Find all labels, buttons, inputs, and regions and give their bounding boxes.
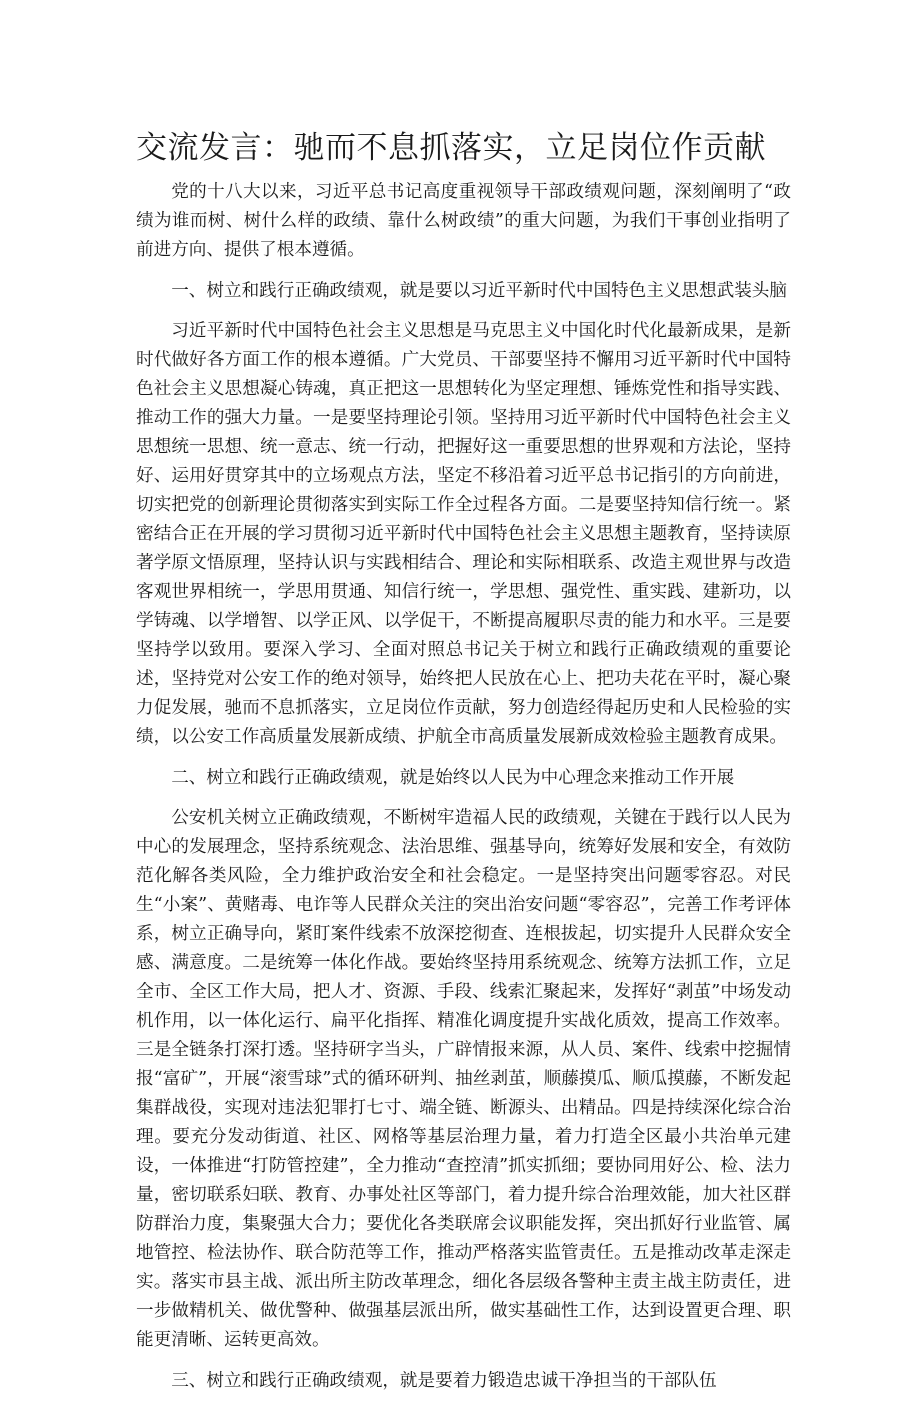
- section-2-heading: 二、树立和践行正确政绩观，就是始终以人民为中心理念来推动工作开展: [171, 768, 735, 788]
- section-2-paragraph: 公安机关树立正确政绩观，不断树牢造福人民的政绩观，关键在于践行以人民为中心的发展理念，坚持系统观念、法治思维、强基导向，统筹好发展和安全，有效防范化解各类风险，全力维护政治安全和社会稳定。一是坚持突出问题零容忍。对民生“小案”、黄赌毒、电诈等人民群众关注的突出治安问题“零容忍”，完善工作考评体系，树立正确导向，紧盯案件线索不放深挖彻查、连根拔起，切实提升人民群众安全感、满意度。二是统筹一体化作战。要始终坚持用系统观念、统筹方法抓工作，立足全市、全区工作大局，把人才、资源、手段、线索汇聚起来，发挥好“剥茧”中场发动机作用，以一体化运行、扁平化指挥、精准化调度提升实战化质效，提高工作效率。三是全链条打深打透。坚持研字当头，广辟情报来源，从人员、案件、线索中挖掘情报“富矿”，开展“滚雪球”式的循环研判、抽丝剥茧，顺藤摸瓜、顺瓜摸藤，不断发起集群战役，实现对违法犯罪打七寸、端全链、断源头、出精品。四是持续深化综合治理。要充分发动街道、社区、网格等基层治理力量，着力打造全区最小共治单元建设，一体推进“打防管控建”，全力推动“查控清”抓实抓细；要协同用好公、检、法力量，密切联系妇联、教育、办事处社区等部门，着力提升综合治理效能，加大社区群防群治力度，集聚强大合力；要优化各类联席会议职能发挥，突出抓好行业监管、属地管控、检法协作、联合防范等工作，推动严格落实监管责任。五是推动改革走深走实。落实市县主战、派出所主防改革理念，细化各层级各警种主责主战主防责任，进一步做精机关、做优警种、做强基层派出所，做实基础性工作，达到设置更合理、职能更清晰、运转更高效。: [136, 808, 791, 1350]
- intro-paragraph: 党的十八大以来，习近平总书记高度重视领导干部政绩观问题，深刻阐明了“政绩为谁而树、树什么样的政绩、靠什么树政绩”的重大问题，为我们干事创业指明了前进方向、提供了根本遵循。: [136, 182, 791, 260]
- section-3-heading: 三、树立和践行正确政绩观，就是要着力锻造忠诚干净担当的干部队伍: [171, 1371, 717, 1391]
- section-1-heading: 一、树立和践行正确政绩观，就是要以习近平新时代中国特色主义思想武装头脑: [171, 281, 787, 301]
- document-body: [136, 178, 791, 1407]
- section-1-paragraph: 习近平新时代中国特色社会主义思想是马克思主义中国化时代化最新成果，是新时代做好各方面工作的根本遵循。广大党员、干部要坚持不懈用习近平新时代中国特色社会主义思想凝心铸魂，真正把这一思想转化为坚定理想、锤炼党性和指导实践、推动工作的强大力量。一是要坚持理论引领。坚持用习近平新时代中国特色社会主义思想统一思想、统一意志、统一行动，把握好这一重要思想的世界观和方法论，坚持好、运用好贯穿其中的立场观点方法，坚定不移沿着习近平总书记指引的方向前进，切实把党的创新理论贯彻落实到实际工作全过程各方面。二是要坚持知信行统一。紧密结合正在开展的学习贯彻习近平新时代中国特色社会主义思想主题教育，坚持读原著学原文悟原理，坚持认识与实践相结合、理论和实际相联系、改造主观世界与改造客观世界相统一，学思用贯通、知信行统一，学思想、强党性、重实践、建新功，以学铸魂、以学增智、以学正风、以学促干，不断提高履职尽责的能力和水平。三是要坚持学以致用。要深入学习、全面对照总书记关于树立和践行正确政绩观的重要论述，坚持党对公安工作的绝对领导，始终把人民放在心上、把功夫花在平时，凝心聚力促发展，驰而不息抓落实，立足岗位作贡献，努力创造经得起历史和人民检验的实绩，以公安工作高质量发展新成绩、护航全市高质量发展新成效检验主题教育成果。: [136, 321, 791, 747]
- document-title: 交流发言：驰而不息抓落实，立足岗位作贡献: [136, 130, 766, 166]
